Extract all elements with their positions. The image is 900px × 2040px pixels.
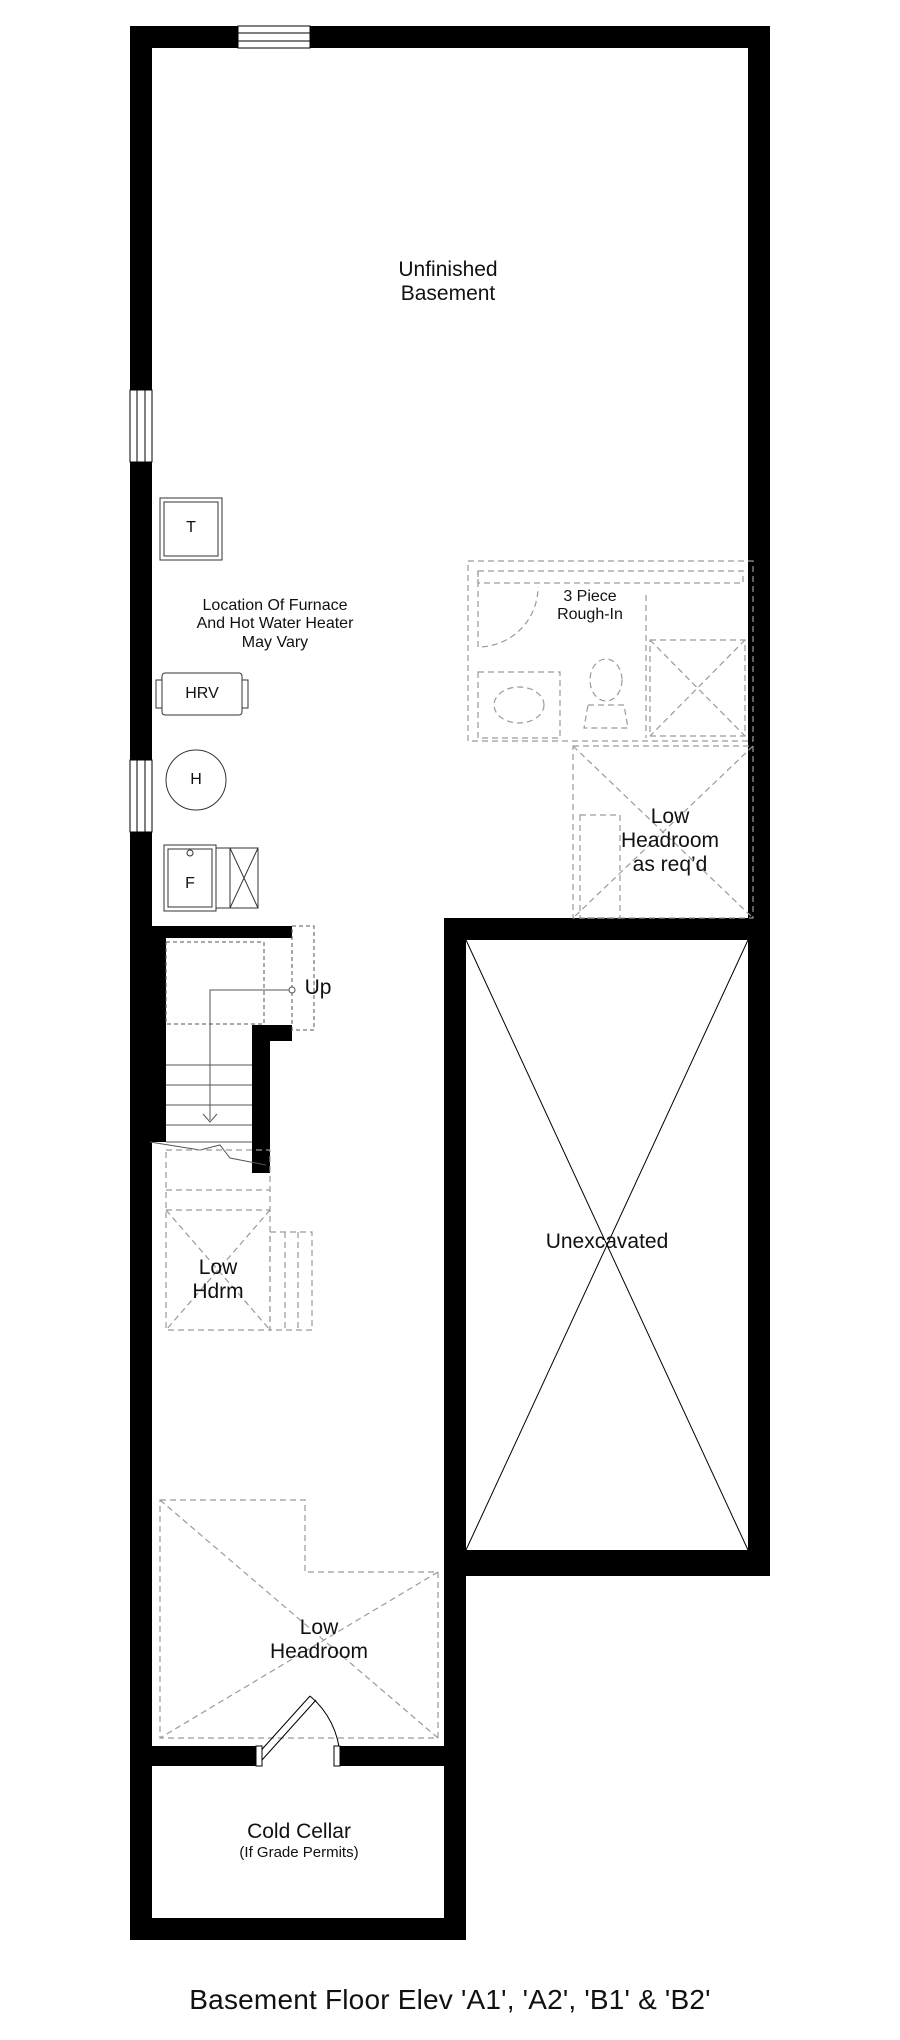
mech-line3: May Vary	[241, 633, 309, 651]
stairs	[150, 926, 314, 1165]
mechanical-note-label	[160, 597, 390, 652]
tank-label: T	[186, 519, 196, 536]
hrv-label: HRV	[185, 685, 219, 702]
heater-label: H	[190, 771, 202, 788]
stairs-up-label: Up	[304, 976, 332, 999]
wall-unexcavated-bottom	[466, 1550, 770, 1576]
wall-cellar-right	[340, 1746, 444, 1766]
low-headroom-label-1	[610, 805, 730, 877]
wall-unexcavated-left	[444, 918, 466, 1940]
low-hdrm-label	[178, 1256, 258, 1304]
window-left-upper	[130, 390, 152, 462]
wall-stair-jog-h	[252, 1025, 292, 1041]
unfinished-line2: Basement	[400, 282, 496, 306]
cold-cellar-label	[199, 1820, 399, 1861]
fixtures	[156, 498, 258, 911]
cellar-line1: Cold Cellar	[247, 1820, 351, 1843]
wall-top	[130, 26, 770, 48]
cellar-line2: (If Grade Permits)	[239, 1844, 359, 1862]
wall-left	[130, 26, 152, 1940]
window-left-lower	[130, 760, 152, 832]
lowhead1-line1: Low	[650, 805, 690, 828]
lowhead1-line3: as req’d	[632, 853, 708, 877]
mech-line2: And Hot Water Heater	[196, 615, 354, 633]
wall-stair-top	[152, 926, 292, 938]
window-top	[238, 26, 310, 48]
wall-bottom	[130, 1918, 466, 1940]
mech-line1: Location Of Furnace	[202, 597, 348, 614]
rough-in-label	[540, 588, 640, 625]
lowhdrm-line1: Low	[198, 1256, 238, 1279]
lowhead2-line1: Low	[299, 1616, 339, 1639]
floor-caption: Basement Floor Elev 'A1', 'A2', 'B1' & 'B2'	[189, 1984, 711, 2015]
rough-line2: Rough-In	[557, 606, 623, 624]
lowhead2-line2: Headroom	[269, 1640, 369, 1664]
wall-right	[748, 26, 770, 1576]
cellar-door	[256, 1696, 340, 1766]
furnace-label: F	[185, 875, 195, 892]
unexcavated-label: Unexcavated	[545, 1230, 669, 1253]
lowhead1-line2: Headroom	[620, 829, 720, 853]
unfinished-basement-label	[358, 258, 538, 306]
lowhdrm-line2: Hdrm	[192, 1280, 244, 1304]
walls	[130, 26, 770, 1940]
wall-unexcavated-top	[444, 918, 770, 940]
wall-cellar-left	[152, 1746, 256, 1766]
wall-stair-left	[152, 926, 166, 1142]
rough-line1: 3 Piece	[563, 588, 617, 605]
wall-stair-jog-v	[252, 1025, 270, 1173]
unfinished-line1: Unfinished	[398, 258, 498, 281]
low-headroom-label-2	[249, 1616, 389, 1664]
